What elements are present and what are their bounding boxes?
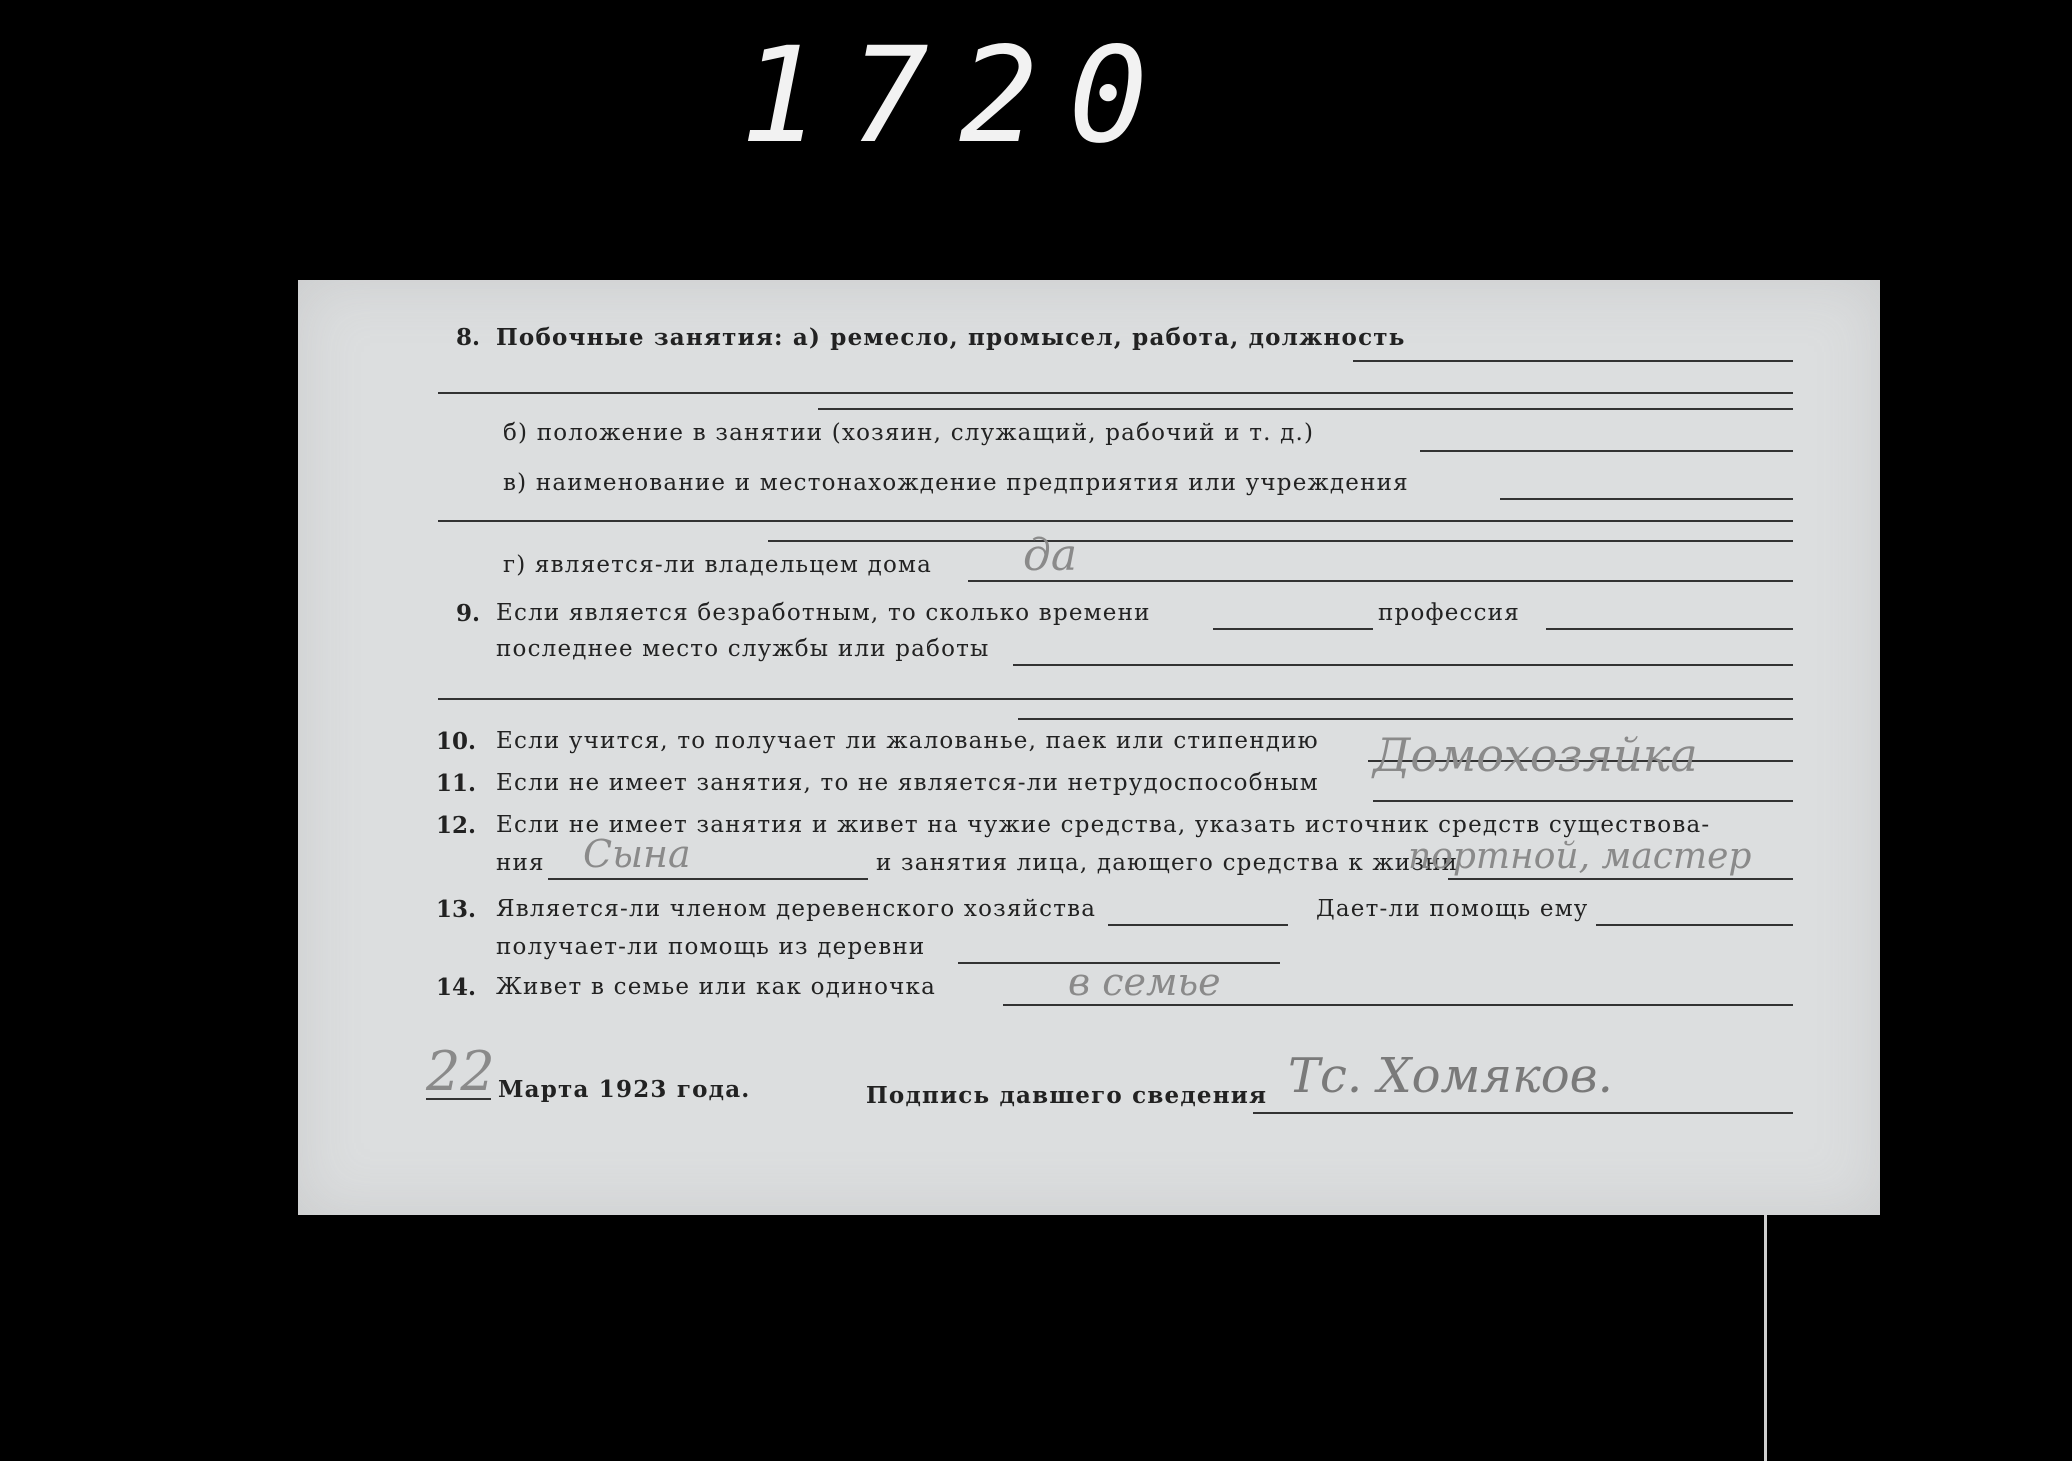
q12-line2a: ния [496,850,545,876]
q8-number: 8. [456,324,481,351]
film-scratch-line [1764,1215,1767,1461]
q14-text: Живет в семье или как одиночка [496,974,937,1000]
footer-signature-rule [1253,1112,1793,1114]
q9-line2: последнее место службы или работы [496,636,990,662]
q12-rule-line2 [1448,878,1793,880]
q8-a-rule [1353,360,1793,362]
q8-rule-3 [818,408,1793,410]
q13-line1b: Дает-ли помощь ему [1316,896,1589,922]
q8-a-label: Побочные занятия: а) ремесло, промысел, работа, должность [496,324,1406,351]
footer-day: 22 [426,1040,495,1103]
q12-line2b: и занятия лица, дающего средства к жизни [876,850,1459,876]
q8-rule-5 [438,520,1793,522]
q12-answer1: Сына [583,832,691,876]
q9-number: 9. [456,600,481,627]
q9-rule-3 [438,698,1793,700]
footer-signature: Тс. Хомяков. [1288,1048,1613,1104]
q8-b-label: б) положение в занятии (хозяин, служащий, рабочий и т. д.) [503,420,1315,446]
q9-line2-rule [1013,664,1793,666]
q12-line1: Если не имеет занятия и живет на чужие средства, указать источник средств существова- [496,812,1711,838]
q8-b-rule [1420,450,1793,452]
q9-profession-rule [1546,628,1793,630]
q12-answer2: портной, мастер [1408,836,1752,877]
q11-number: 11. [436,770,477,797]
q12-source-rule [548,878,868,880]
q14-answer: в семье [1068,960,1221,1004]
q13-member-rule [1108,924,1288,926]
q12-number: 12. [436,812,477,839]
q8-rule-2 [438,392,1793,394]
q14-rule [1003,1004,1793,1006]
q11-answer: Домохозяйка [1373,728,1698,782]
census-form-card [298,280,1880,1215]
q8-g-answer: да [1023,530,1078,581]
q10-number: 10. [436,728,477,755]
q13-line2: получает-ли помощь из деревни [496,934,926,960]
q9-rule-4 [1018,718,1793,720]
footer-date-text: Марта 1923 года. [498,1076,751,1103]
q8-rule-6 [768,540,1793,542]
q10-text: Если учится, то получает ли жалованье, паек или стипендию [496,728,1319,754]
q8-v-rule [1500,498,1793,500]
q8-g-label: г) является-ли владельцем дома [503,552,933,578]
q9-time-rule [1213,628,1373,630]
q11-text: Если не имеет занятия, то не является-ли нетрудоспособным [496,770,1319,796]
q8-v-label: в) наименование и местонахождение предприятия или учреждения [503,470,1409,496]
q9-line1b: профессия [1378,600,1520,626]
footer-signature-label: Подпись давшего сведения [866,1082,1268,1109]
q14-number: 14. [436,974,477,1001]
frame-number: 1720 [740,19,1178,173]
q8-g-rule [968,580,1793,582]
q13-help-rule [1596,924,1793,926]
q9-line1a: Если является безработным, то сколько времени [496,600,1151,626]
q11-rule [1373,800,1793,802]
q13-number: 13. [436,896,477,923]
q13-line1a: Является-ли членом деревенского хозяйства [496,896,1097,922]
footer-day-rule [426,1098,491,1100]
